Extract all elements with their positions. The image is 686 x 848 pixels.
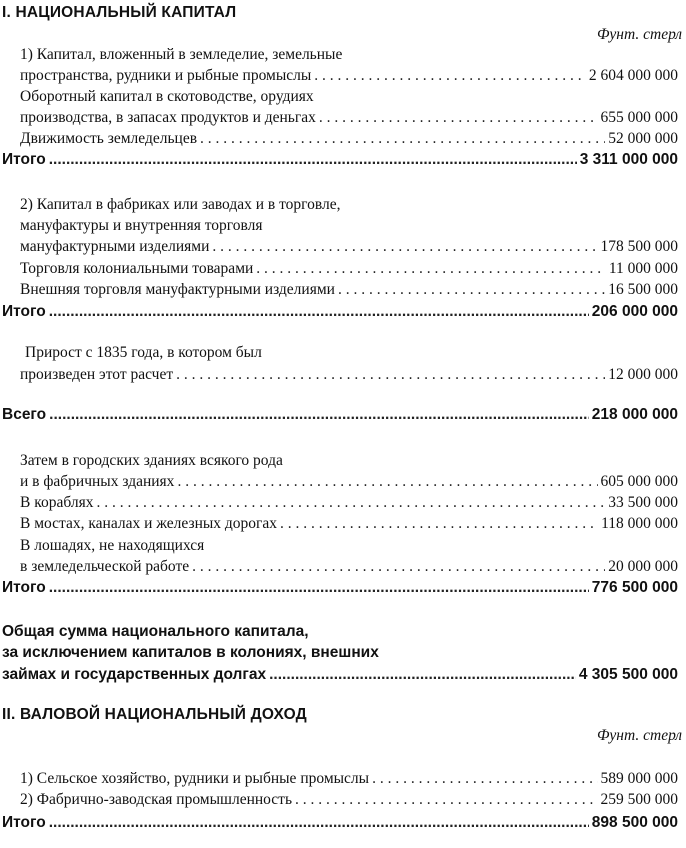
grand-value: 4 305 500 000 xyxy=(578,666,678,683)
g3-item1-line2: и в фабричных зданиях xyxy=(20,473,175,490)
g3-item4-line1: В лошадях, не находящихся xyxy=(20,537,205,554)
g2-item1-line1: 2) Капитал в фабриках или заводах и в торговле, xyxy=(20,196,341,213)
section-1-title: I. НАЦИОНАЛЬНЫЙ КАПИТАЛ xyxy=(2,4,237,21)
leader-dots xyxy=(319,107,598,128)
g3-item4-line2: в земледельческой работе xyxy=(20,558,190,575)
g2-item2-value: 11 000 000 xyxy=(608,260,678,277)
g3-item2-row xyxy=(20,492,678,513)
leader-dots xyxy=(372,768,597,789)
leader-dots xyxy=(96,492,605,513)
s2-total-row xyxy=(2,812,678,833)
s2-item1-label: 1) Сельское хозяйство, рудники и рыбные промыслы xyxy=(20,770,370,787)
sum-label: Всего xyxy=(2,406,47,423)
g1-item1-line2: пространства, рудники и рыбные промыслы xyxy=(20,67,312,84)
leader-dots xyxy=(177,471,597,492)
g2-item3-label: Внешняя торговля мануфактурными изделиями xyxy=(20,281,335,298)
g1-item2-line2: производства, в запасах продуктов и деньгах xyxy=(20,109,316,126)
s2-total-label: Итого xyxy=(2,814,46,831)
grand-line3: займах и государственных долгах xyxy=(2,666,267,683)
g2-item2-label: Торговля колониальными товарами xyxy=(20,260,254,277)
g3-total-row xyxy=(2,577,678,598)
g3-item1-value: 605 000 000 xyxy=(600,473,678,490)
growth-value: 12 000 000 xyxy=(608,366,678,383)
g1-item1-row xyxy=(20,65,678,86)
g1-item3-row xyxy=(20,128,678,149)
growth-line1: Прирост с 1835 года, в котором был xyxy=(25,344,262,361)
sum-value: 218 000 000 xyxy=(591,406,678,423)
g3-item2-value: 33 500 000 xyxy=(608,494,678,511)
g2-item1-row xyxy=(20,236,678,257)
s2-item2-value: 259 500 000 xyxy=(600,791,678,808)
leader-dots xyxy=(314,65,586,86)
g3-total-label: Итого xyxy=(2,579,46,596)
g2-item3-value: 16 500 000 xyxy=(608,281,678,298)
g1-total-value: 3 311 000 000 xyxy=(579,151,678,168)
section-2-unit: Фунт. стерл xyxy=(596,727,682,744)
s2-item1-value: 589 000 000 xyxy=(600,770,678,787)
s2-item2-label: 2) Фабрично-заводская промышленность xyxy=(20,791,293,808)
g3-item4-value: 20 000 000 xyxy=(608,558,678,575)
grand-line2: за исключением капиталов в колониях, внешних xyxy=(2,644,379,661)
g3-item2-label: В кораблях xyxy=(20,494,94,511)
s2-item1-row xyxy=(20,768,678,789)
leader-dots xyxy=(192,556,605,577)
g3-item4-row xyxy=(20,556,678,577)
leader-dots xyxy=(295,789,597,810)
g3-total-value: 776 500 000 xyxy=(591,579,678,596)
g2-item1-line3: мануфактурными изделиями xyxy=(20,238,210,255)
g3-item3-label: В мостах, каналах и железных дорогах xyxy=(20,515,278,532)
leader-dots xyxy=(49,577,589,598)
g1-item2-line1: Оборотный капитал в скотоводстве, орудиях xyxy=(20,88,314,105)
g2-total-label: Итого xyxy=(2,303,46,320)
g1-total-row xyxy=(2,149,678,170)
g1-item1-line1: 1) Капитал, вложенный в земледелие, земельные xyxy=(20,46,343,63)
leader-dots xyxy=(269,664,576,685)
g2-item3-row xyxy=(20,279,678,300)
leader-dots xyxy=(49,404,589,425)
leader-dots xyxy=(49,149,577,170)
grand-line1: Общая сумма национального капитала, xyxy=(2,623,309,640)
g2-total-value: 206 000 000 xyxy=(591,303,678,320)
g1-total-label: Итого xyxy=(2,151,46,168)
s2-item2-row xyxy=(20,789,678,810)
g1-item2-row xyxy=(20,107,678,128)
s2-total-value: 898 500 000 xyxy=(591,814,678,831)
g3-item1-row xyxy=(20,471,678,492)
g2-item2-row xyxy=(20,258,678,279)
leader-dots xyxy=(49,812,589,833)
g3-item3-value: 118 000 000 xyxy=(601,515,678,532)
g2-item1-value: 178 500 000 xyxy=(600,238,678,255)
grand-row xyxy=(2,664,678,685)
leader-dots xyxy=(200,128,605,149)
leader-dots xyxy=(49,301,589,322)
g2-item1-line2: мануфактуры и внутренняя торговля xyxy=(20,217,263,234)
sum-row xyxy=(2,404,678,425)
growth-line2: произведен этот расчет xyxy=(20,366,174,383)
g1-item3-label: Движимость земледельцев xyxy=(20,130,198,147)
g1-item3-value: 52 000 000 xyxy=(608,130,678,147)
leader-dots xyxy=(338,279,605,300)
section-1-unit: Фунт. стерл xyxy=(596,26,682,43)
g1-item2-value: 655 000 000 xyxy=(600,109,678,126)
g2-total-row xyxy=(2,301,678,322)
leader-dots xyxy=(176,364,605,385)
leader-dots xyxy=(212,236,597,257)
leader-dots xyxy=(280,513,598,534)
g1-item1-value: 2 604 000 000 xyxy=(588,67,678,84)
g3-item3-row xyxy=(20,513,678,534)
leader-dots xyxy=(256,258,606,279)
section-2-title: II. ВАЛОВОЙ НАЦИОНАЛЬНЫЙ ДОХОД xyxy=(2,706,307,723)
g3-item1-line1: Затем в городских зданиях всякого рода xyxy=(20,452,283,469)
growth-row xyxy=(20,364,678,385)
